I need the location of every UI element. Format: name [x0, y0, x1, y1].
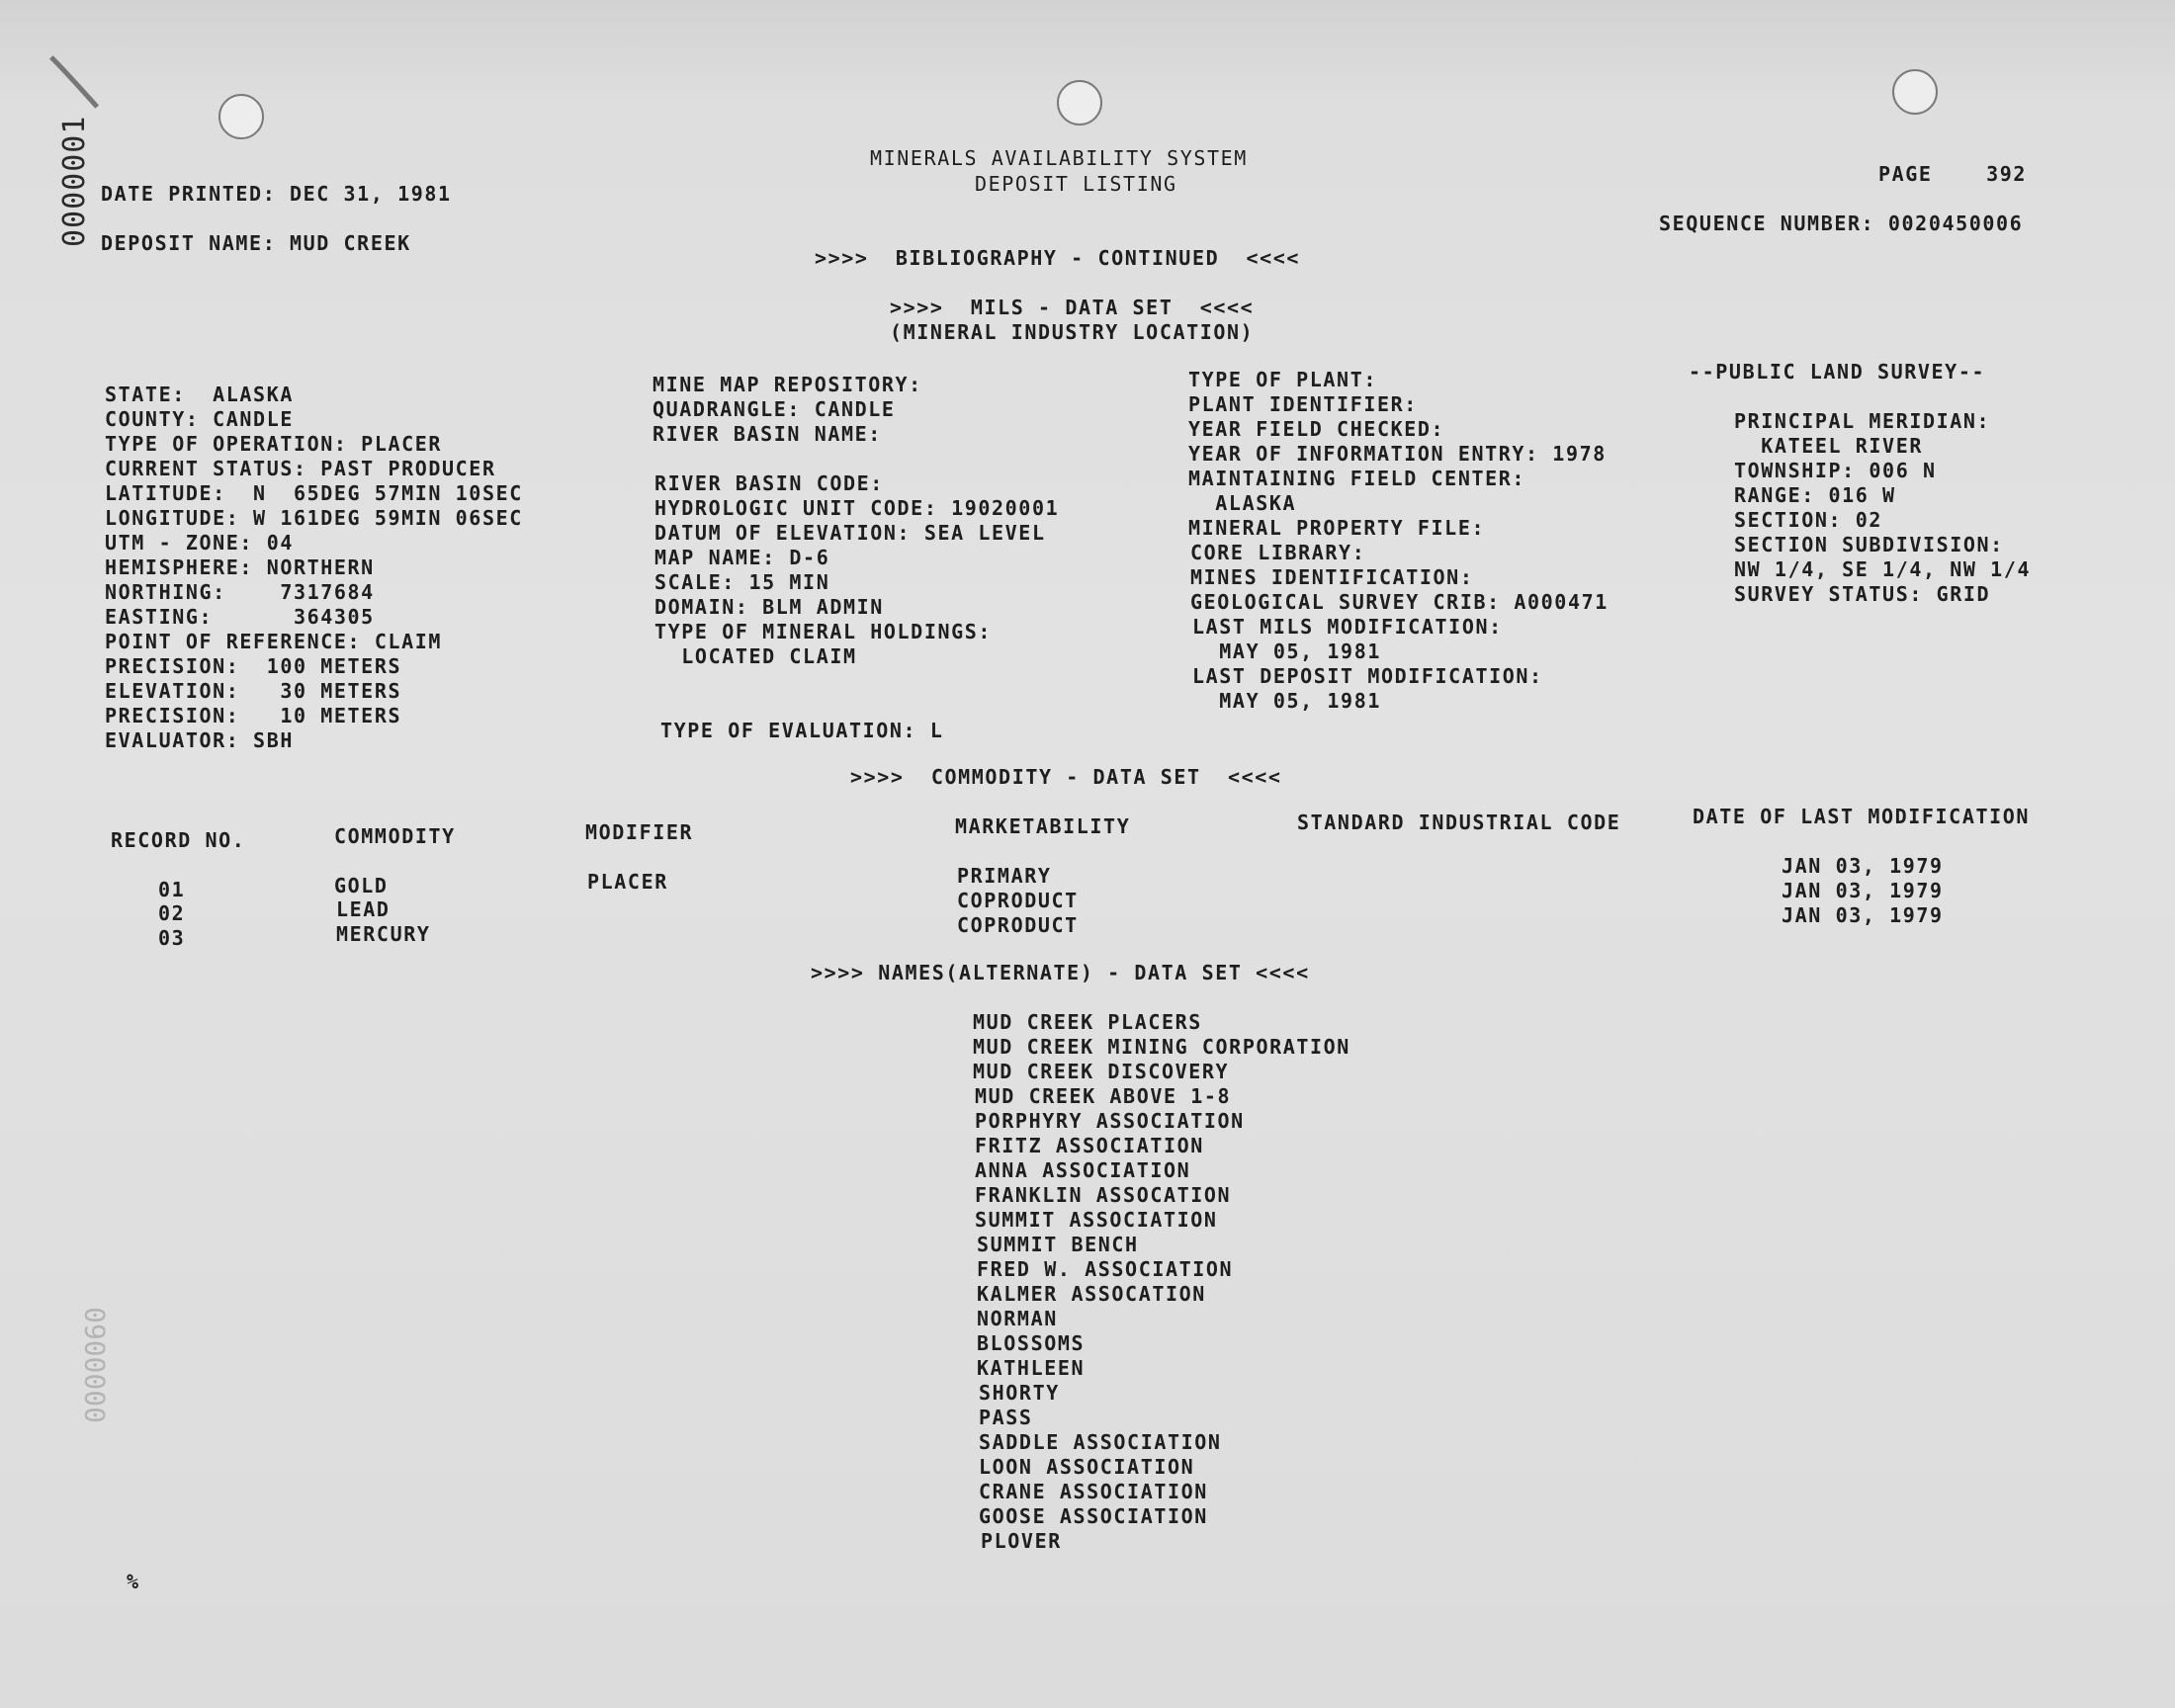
table-cell: 01 [158, 878, 186, 901]
field-line: RIVER BASIN CODE: [654, 471, 884, 495]
list-item: PASS [979, 1406, 1033, 1429]
column-header: MODIFIER [585, 820, 694, 844]
field-line: SECTION: 02 [1734, 508, 1883, 532]
list-item: ANNA ASSOCIATION [975, 1158, 1191, 1182]
field-line: EASTING: 364305 [105, 605, 375, 629]
field-line: SURVEY STATUS: GRID [1734, 582, 1991, 606]
field-line: HYDROLOGIC UNIT CODE: 19020001 [654, 496, 1060, 520]
field-line: STATE: ALASKA [105, 383, 294, 406]
list-item: MUD CREEK MINING CORPORATION [973, 1035, 1350, 1059]
field-line: LOCATED CLAIM [654, 644, 857, 668]
field-line: LONGITUDE: W 161DEG 59MIN 06SEC [105, 506, 523, 530]
list-item: SHORTY [979, 1381, 1060, 1405]
field-line: DOMAIN: BLM ADMIN [654, 595, 884, 619]
list-item: GOOSE ASSOCIATION [979, 1504, 1208, 1528]
pen-mark-icon [38, 52, 110, 111]
field-line: LATITUDE: N 65DEG 57MIN 10SEC [105, 481, 523, 505]
field-line: KATEEL RIVER [1734, 434, 1923, 458]
field-line: CORE LIBRARY: [1190, 541, 1366, 564]
section-bibliography: >>>> BIBLIOGRAPHY - CONTINUED <<<< [815, 246, 1301, 270]
table-cell: GOLD [334, 874, 389, 897]
field-line: NW 1/4, SE 1/4, NW 1/4 [1734, 557, 2032, 581]
table-cell: COPRODUCT [957, 913, 1079, 937]
table-cell: 02 [158, 901, 186, 925]
table-cell: JAN 03, 1979 [1782, 879, 1944, 902]
table-cell: LEAD [336, 897, 391, 921]
field-line: DATUM OF ELEVATION: SEA LEVEL [654, 521, 1046, 545]
side-film-code: 0000001 [57, 115, 92, 247]
field-line: TOWNSHIP: 006 N [1734, 459, 1937, 482]
deposit-name: DEPOSIT NAME: MUD CREEK [101, 231, 411, 255]
field-line: YEAR OF INFORMATION ENTRY: 1978 [1188, 442, 1607, 466]
table-cell: 03 [158, 926, 186, 950]
table-cell: PLACER [587, 870, 668, 894]
list-item: FRITZ ASSOCIATION [975, 1134, 1204, 1157]
list-item: SUMMIT BENCH [977, 1233, 1139, 1256]
field-line: TYPE OF PLANT: [1188, 368, 1377, 391]
column-header: COMMODITY [334, 824, 456, 848]
field-line: LAST MILS MODIFICATION: [1192, 615, 1503, 639]
field-line: TYPE OF MINERAL HOLDINGS: [654, 620, 993, 643]
list-item: MUD CREEK DISCOVERY [973, 1060, 1230, 1083]
field-line: NORTHING: 7317684 [105, 580, 375, 604]
list-item: PORPHYRY ASSOCIATION [975, 1109, 1245, 1133]
column-header: RECORD NO. [111, 828, 246, 852]
column-header: MARKETABILITY [955, 814, 1131, 838]
field-line: POINT OF REFERENCE: CLAIM [105, 630, 443, 653]
field-line: SCALE: 15 MIN [654, 570, 830, 594]
field-line: PLANT IDENTIFIER: [1188, 392, 1418, 416]
section-mils-sub: (MINERAL INDUSTRY LOCATION) [890, 320, 1255, 344]
punch-hole-center [1057, 80, 1102, 126]
field-line: RIVER BASIN NAME: [652, 422, 882, 446]
listing-subtitle: DEPOSIT LISTING [975, 172, 1177, 196]
field-line: MINES IDENTIFICATION: [1190, 565, 1474, 589]
field-line: EVALUATOR: SBH [105, 728, 294, 752]
field-line: MAINTAINING FIELD CENTER: [1188, 467, 1526, 490]
list-item: SADDLE ASSOCIATION [979, 1430, 1222, 1454]
field-line: MAY 05, 1981 [1192, 640, 1381, 663]
list-item: NORMAN [977, 1307, 1058, 1330]
section-mils: >>>> MILS - DATA SET <<<< [890, 296, 1255, 319]
date-printed: DATE PRINTED: DEC 31, 1981 [101, 182, 452, 206]
field-line: LAST DEPOSIT MODIFICATION: [1192, 664, 1543, 688]
field-line: TYPE OF EVALUATION: L [660, 719, 944, 742]
section-names: >>>> NAMES(ALTERNATE) - DATA SET <<<< [811, 961, 1310, 984]
list-item: LOON ASSOCIATION [979, 1455, 1195, 1479]
field-line: ALASKA [1188, 491, 1297, 515]
list-item: FRANKLIN ASSOCATION [975, 1183, 1232, 1207]
sequence-number: SEQUENCE NUMBER: 0020450006 [1659, 212, 2024, 235]
list-item: SUMMIT ASSOCIATION [975, 1208, 1218, 1232]
punch-hole-right [1892, 69, 1938, 115]
field-line: CURRENT STATUS: PAST PRODUCER [105, 457, 496, 480]
page-number: PAGE 392 [1878, 162, 2028, 186]
table-cell: MERCURY [336, 922, 431, 946]
list-item: MUD CREEK PLACERS [973, 1010, 1202, 1034]
table-cell: JAN 03, 1979 [1782, 903, 1944, 927]
list-item: KALMER ASSOCATION [977, 1282, 1206, 1306]
side-film-code-faint: 0000060 [79, 1306, 112, 1423]
survey-heading: --PUBLIC LAND SURVEY-- [1689, 360, 1986, 384]
list-item: BLOSSOMS [977, 1331, 1086, 1355]
field-line: MINE MAP REPOSITORY: [652, 373, 922, 396]
system-title: MINERALS AVAILABILITY SYSTEM [870, 146, 1248, 170]
field-line: HEMISPHERE: NORTHERN [105, 555, 375, 579]
field-line: ELEVATION: 30 METERS [105, 679, 402, 703]
table-cell: COPRODUCT [957, 889, 1079, 912]
field-line: QUADRANGLE: CANDLE [652, 397, 896, 421]
field-line: UTM - ZONE: 04 [105, 531, 294, 555]
field-line: TYPE OF OPERATION: PLACER [105, 432, 443, 456]
table-cell: PRIMARY [957, 864, 1052, 888]
column-header: STANDARD INDUSTRIAL CODE [1297, 811, 1621, 834]
punch-hole-left [218, 94, 264, 139]
list-item: MUD CREEK ABOVE 1-8 [975, 1084, 1232, 1108]
list-item: KATHLEEN [977, 1356, 1086, 1380]
field-line: YEAR FIELD CHECKED: [1188, 417, 1445, 441]
field-line: RANGE: 016 W [1734, 483, 1896, 507]
list-item: PLOVER [981, 1529, 1062, 1553]
column-header: DATE OF LAST MODIFICATION [1693, 805, 2031, 828]
field-line: PRINCIPAL MERIDIAN: [1734, 409, 1991, 433]
field-line: PRECISION: 100 METERS [105, 654, 402, 678]
field-line: GEOLOGICAL SURVEY CRIB: A000471 [1190, 590, 1609, 614]
section-commodity: >>>> COMMODITY - DATA SET <<<< [850, 765, 1282, 789]
list-item: FRED W. ASSOCIATION [977, 1257, 1234, 1281]
field-line: MINERAL PROPERTY FILE: [1188, 516, 1486, 540]
list-item: CRANE ASSOCIATION [979, 1480, 1208, 1503]
field-line: COUNTY: CANDLE [105, 407, 294, 431]
table-cell: JAN 03, 1979 [1782, 854, 1944, 878]
field-line: PRECISION: 10 METERS [105, 704, 402, 727]
field-line: SECTION SUBDIVISION: [1734, 533, 2004, 556]
field-line: MAP NAME: D-6 [654, 546, 830, 569]
footer-mark: % [127, 1570, 140, 1593]
field-line: MAY 05, 1981 [1192, 689, 1381, 713]
